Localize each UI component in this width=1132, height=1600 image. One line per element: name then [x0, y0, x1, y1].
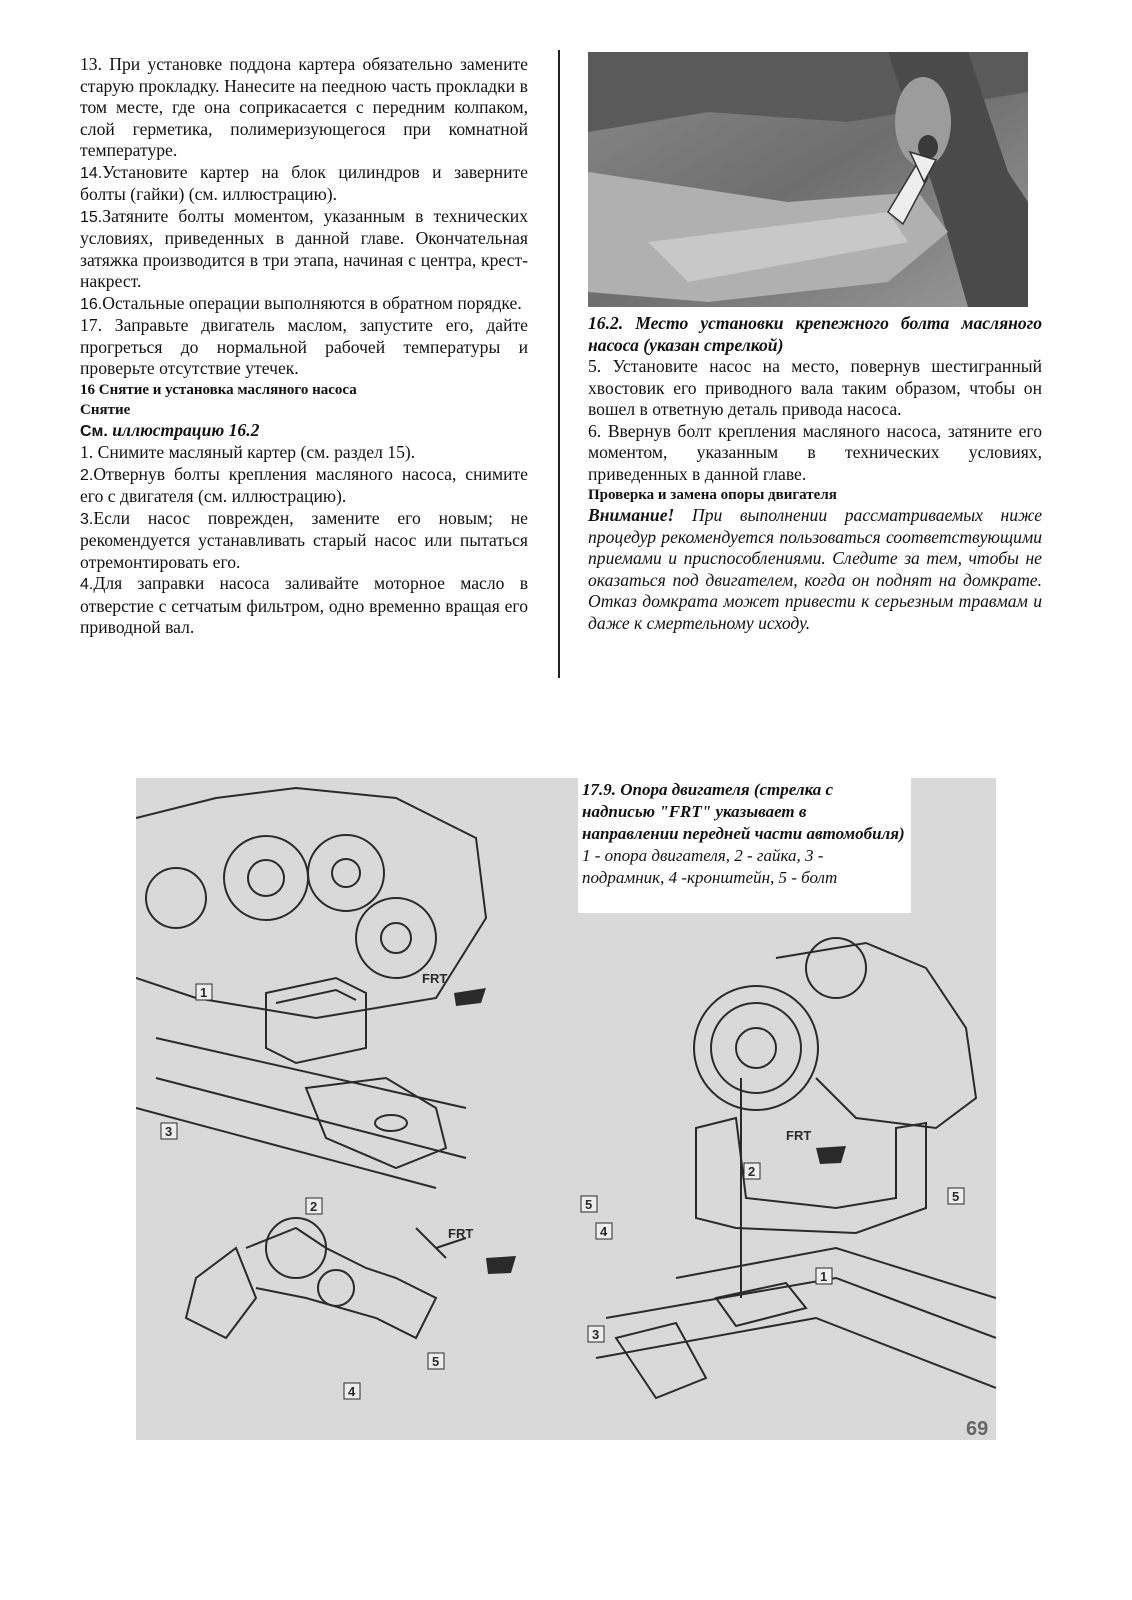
step-15 — [80, 206, 528, 293]
removal-step-1: 1. Снимите масляный картер (см. раздел 15). — [80, 442, 416, 462]
figure-17-9-caption — [578, 776, 911, 913]
callout-4-left — [344, 1383, 360, 1399]
step-13: 13. При установке поддона картера обязательно замените старую прокладку. Нанесите на пеедною часть прокладки в том месте, где она соприкасается с передним колпаком, слой герметика, полимеризующегося при комнатной температуре. — [80, 54, 528, 160]
removal-step-3 — [80, 508, 528, 574]
callout-5-right-b — [948, 1188, 964, 1204]
svg-text:5: 5 — [432, 1354, 440, 1369]
callout-3-right — [588, 1326, 604, 1342]
mounts-heading: Проверка и замена опоры двигателя — [588, 487, 837, 503]
install-step-5: 5. Установите насос на место, повернув шестигранный хвостовик его приводного вала таким образом, чтобы он вошел в ответную деталь привода насоса. — [588, 356, 1042, 419]
figure-17-9-title: 17.9. Опора двигателя (стрелка с надписью "FRT" указывает в направлении передней части автомобиля) — [582, 780, 905, 843]
warning-paragraph — [588, 505, 1042, 634]
step-17: 17. Заправьте двигатель маслом, запустите его, дайте прогреться до нормальной рабочей температуры и проверьте отсутствие утечек. — [80, 315, 528, 378]
left-column — [80, 54, 528, 639]
svg-text:1: 1 — [820, 1269, 828, 1284]
right-column — [588, 313, 1042, 634]
warning-label: Внимание! — [588, 505, 675, 525]
removal-step-4 — [80, 573, 528, 639]
frt-label-top: FRT — [422, 971, 448, 986]
removal-step-4-text: Для заправки насоса заливайте моторное масло в отверстие с сетчатым фильтром, одно временно вращая его приводной вал. — [80, 573, 528, 637]
callout-3-left — [161, 1123, 177, 1139]
removal-step-2 — [80, 464, 528, 508]
svg-text:3: 3 — [165, 1124, 173, 1139]
see-reference: иллюстрацию 16.2 — [112, 419, 260, 440]
figure-16-2-caption: 16.2. Место установки крепежного болта масляного насоса (указан стрелкой) — [588, 313, 1042, 355]
callout-1-left — [196, 984, 212, 1000]
svg-text:4: 4 — [348, 1384, 356, 1399]
install-step-6: 6. Ввернув болт крепления масляного насоса, затяните его моментом, указанным в технических условиях, приведенных в данной главе. — [588, 420, 1042, 484]
photo-illustration — [588, 52, 1028, 307]
removal-step-3-text: Если насос поврежден, замените его новым; не рекомендуется устанавливать старый насос или пытаться отремонтировать его. — [80, 507, 528, 572]
callout-5-right-a — [581, 1196, 597, 1212]
svg-text:4: 4 — [600, 1224, 608, 1239]
figure-17-9-legend: 1 - опора двигателя, 2 - гайка, 3 - подрамник, 4 -кронштейн, 5 - болт — [582, 846, 838, 887]
oil-pump-bolt-photo — [588, 52, 1028, 307]
svg-text:1: 1 — [200, 985, 208, 1000]
step-15-text: Затяните болты моментом, указанным в технических условиях, приведенных в данной главе. Окончательная затяжка производится в три этапа, начиная с центра, крест-накрест. — [80, 205, 528, 291]
step-16 — [80, 293, 528, 316]
removal-step-3-number: 3. — [80, 510, 94, 528]
callout-4-right — [596, 1223, 612, 1239]
step-16-number: 16. — [80, 295, 103, 313]
removal-subheading: Снятие — [80, 401, 131, 418]
callout-5-left — [428, 1353, 444, 1369]
step-14-number: 14. — [80, 164, 103, 182]
step-15-number: 15. — [80, 208, 103, 226]
svg-text:2: 2 — [748, 1164, 756, 1179]
callout-1-right — [816, 1268, 832, 1284]
warning-text: При выполнении рассматриваемых ниже процедур рекомендуется пользоваться соответствующими приемами и приспособлениями. Следите за тем, чтобы не оказаться под двигателем, когда он поднят на домкрате. Отказ домкрата может привести к серьезным травмам и даже к смертельному исходу. — [588, 505, 1043, 633]
removal-step-2-number: 2. — [80, 466, 94, 484]
svg-text:3: 3 — [592, 1327, 600, 1342]
svg-text:5: 5 — [952, 1189, 960, 1204]
removal-step-4-number: 4. — [80, 576, 94, 593]
column-divider — [558, 50, 560, 678]
removal-step-2-text: Отвернув болты крепления масляного насоса, снимите его с двигателя (см. иллюстрацию). — [80, 463, 528, 506]
step-14-text: Установите картер на блок цилиндров и заверните болты (гайки) (см. иллюстрацию). — [80, 161, 528, 204]
section-16-heading: 16 Снятие и установка масляного насоса — [80, 381, 357, 398]
see-illustration-line — [80, 420, 528, 443]
callout-2-right — [744, 1163, 760, 1179]
svg-text:2: 2 — [310, 1199, 318, 1214]
see-prefix: См. — [80, 422, 108, 440]
frt-label-right: FRT — [786, 1128, 812, 1143]
step-14 — [80, 162, 528, 206]
svg-text:5: 5 — [585, 1197, 593, 1212]
page-number: 69 — [966, 1418, 989, 1440]
step-16-text: Остальные операции выполняются в обратном порядке. — [102, 292, 522, 313]
frt-label-bottom: FRT — [448, 1226, 474, 1241]
callout-2-left — [306, 1198, 322, 1214]
